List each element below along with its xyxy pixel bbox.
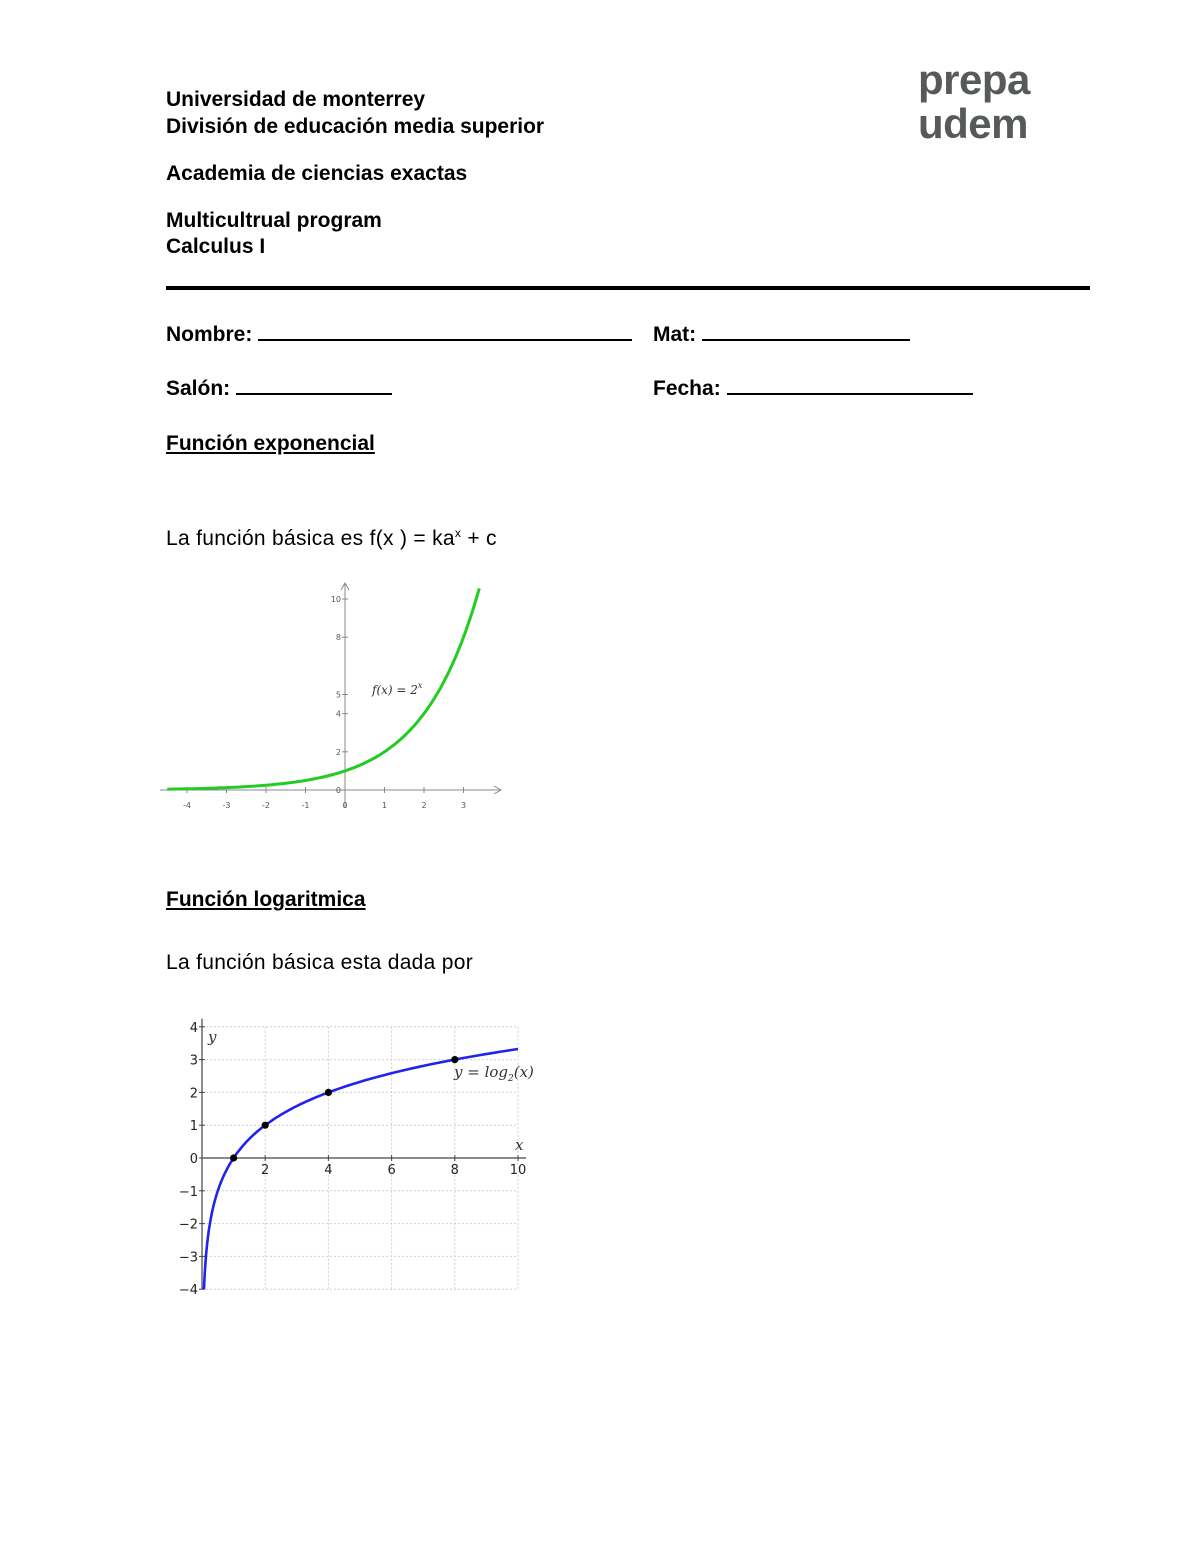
salon-field: [166, 374, 392, 401]
exp-x-tick-label: 2: [421, 801, 427, 810]
section-title-exponential: Función exponencial: [166, 432, 375, 455]
log-y-tick-label: 2: [189, 1086, 198, 1102]
course-name: Calculus I: [166, 235, 266, 258]
exp-y-tick-label: 10: [330, 595, 341, 604]
salon-label: Salón:: [166, 377, 231, 400]
log-xlabel: x: [515, 1136, 524, 1154]
exp-curve: [167, 588, 479, 789]
log-y-tick-label: 4: [189, 1020, 198, 1036]
exp-desc-prefix: La función básica es f(x ) = ka: [166, 527, 455, 550]
fecha-field: [653, 374, 973, 401]
exp-annotation-exp: x: [417, 681, 423, 690]
log-y-tick-label: −4: [178, 1283, 198, 1299]
exp-y-tick-label: 0: [335, 786, 341, 795]
exp-annotation-base: f(x) = 2: [372, 683, 418, 697]
logo-line-prepa: prepa: [918, 56, 1030, 103]
nombre-blank[interactable]: [258, 320, 632, 341]
log-x-tick-label: 10: [509, 1163, 527, 1178]
log-y-tick-label: 3: [189, 1053, 198, 1069]
exp-x-tick-label: 1: [381, 801, 388, 810]
mat-blank[interactable]: [702, 320, 910, 341]
exp-x-tick-label: 3: [460, 801, 467, 810]
exp-desc-suffix: + c: [461, 527, 497, 550]
header-divider: [166, 286, 1090, 290]
log-y-tick-label: 0: [189, 1152, 198, 1167]
exp-y-tick-label: 2: [335, 747, 341, 757]
log-y-tick-label: −2: [178, 1217, 198, 1233]
mat-label: Mat:: [653, 323, 697, 346]
prepa-udem-logo: [918, 58, 1030, 146]
exp-x-tick-label: -4: [183, 801, 191, 810]
exp-annotation: [371, 681, 423, 697]
exp-x-tick-label: -2: [262, 801, 270, 810]
log-marked-point: [325, 1089, 332, 1096]
logarithmic-chart: [160, 1008, 550, 1308]
log-x-tick-label: 6: [387, 1163, 396, 1178]
log-y-tick-label: 1: [189, 1119, 198, 1135]
log-x-tick-label: 8: [450, 1163, 459, 1178]
nombre-field: [166, 320, 632, 347]
academy-name: Academia de ciencias exactas: [166, 162, 468, 185]
log-annotation-sub: 2: [508, 1074, 514, 1084]
program-name: Multicultrual program: [166, 209, 382, 232]
exp-y-tick-label: 4: [335, 709, 341, 719]
log-x-tick-label: 2: [261, 1163, 270, 1178]
nombre-label: Nombre:: [166, 323, 253, 346]
exp-desc-sup: x: [454, 526, 462, 540]
log-annotation: [453, 1063, 534, 1084]
fecha-label: Fecha:: [653, 377, 721, 400]
log-marked-point: [230, 1154, 237, 1161]
salon-blank[interactable]: [236, 374, 392, 395]
log-marked-point: [262, 1122, 269, 1129]
division-name: División de educación media superior: [166, 115, 545, 138]
log-curve: [204, 1049, 518, 1289]
log-y-tick-label: −3: [178, 1250, 198, 1266]
exp-y-tick-label: 5: [335, 690, 341, 700]
log-ylabel: y: [208, 1028, 217, 1046]
log-annotation-suffix: (x): [513, 1063, 534, 1081]
institution-name: Universidad de monterrey: [166, 88, 426, 111]
exp-x-tick-label: -3: [222, 801, 231, 810]
mat-field: [653, 320, 910, 347]
exp-x-tick-label: -1: [301, 801, 310, 810]
exponential-chart: [160, 578, 510, 818]
logarithmic-description: La función básica esta dada por: [166, 951, 474, 974]
log-y-tick-label: −1: [178, 1184, 198, 1200]
section-title-logarithmic: Función logaritmica: [166, 888, 366, 911]
fecha-blank[interactable]: [727, 374, 973, 395]
exponential-description: [166, 526, 497, 551]
exp-x-tick-label: 0: [342, 801, 348, 810]
log-annotation-prefix: y = log: [454, 1063, 509, 1081]
log-x-tick-label: 4: [324, 1163, 333, 1178]
log-points: [230, 1056, 458, 1162]
logo-line-udem: udem: [918, 100, 1029, 147]
exp-y-tick-label: 8: [335, 633, 341, 643]
